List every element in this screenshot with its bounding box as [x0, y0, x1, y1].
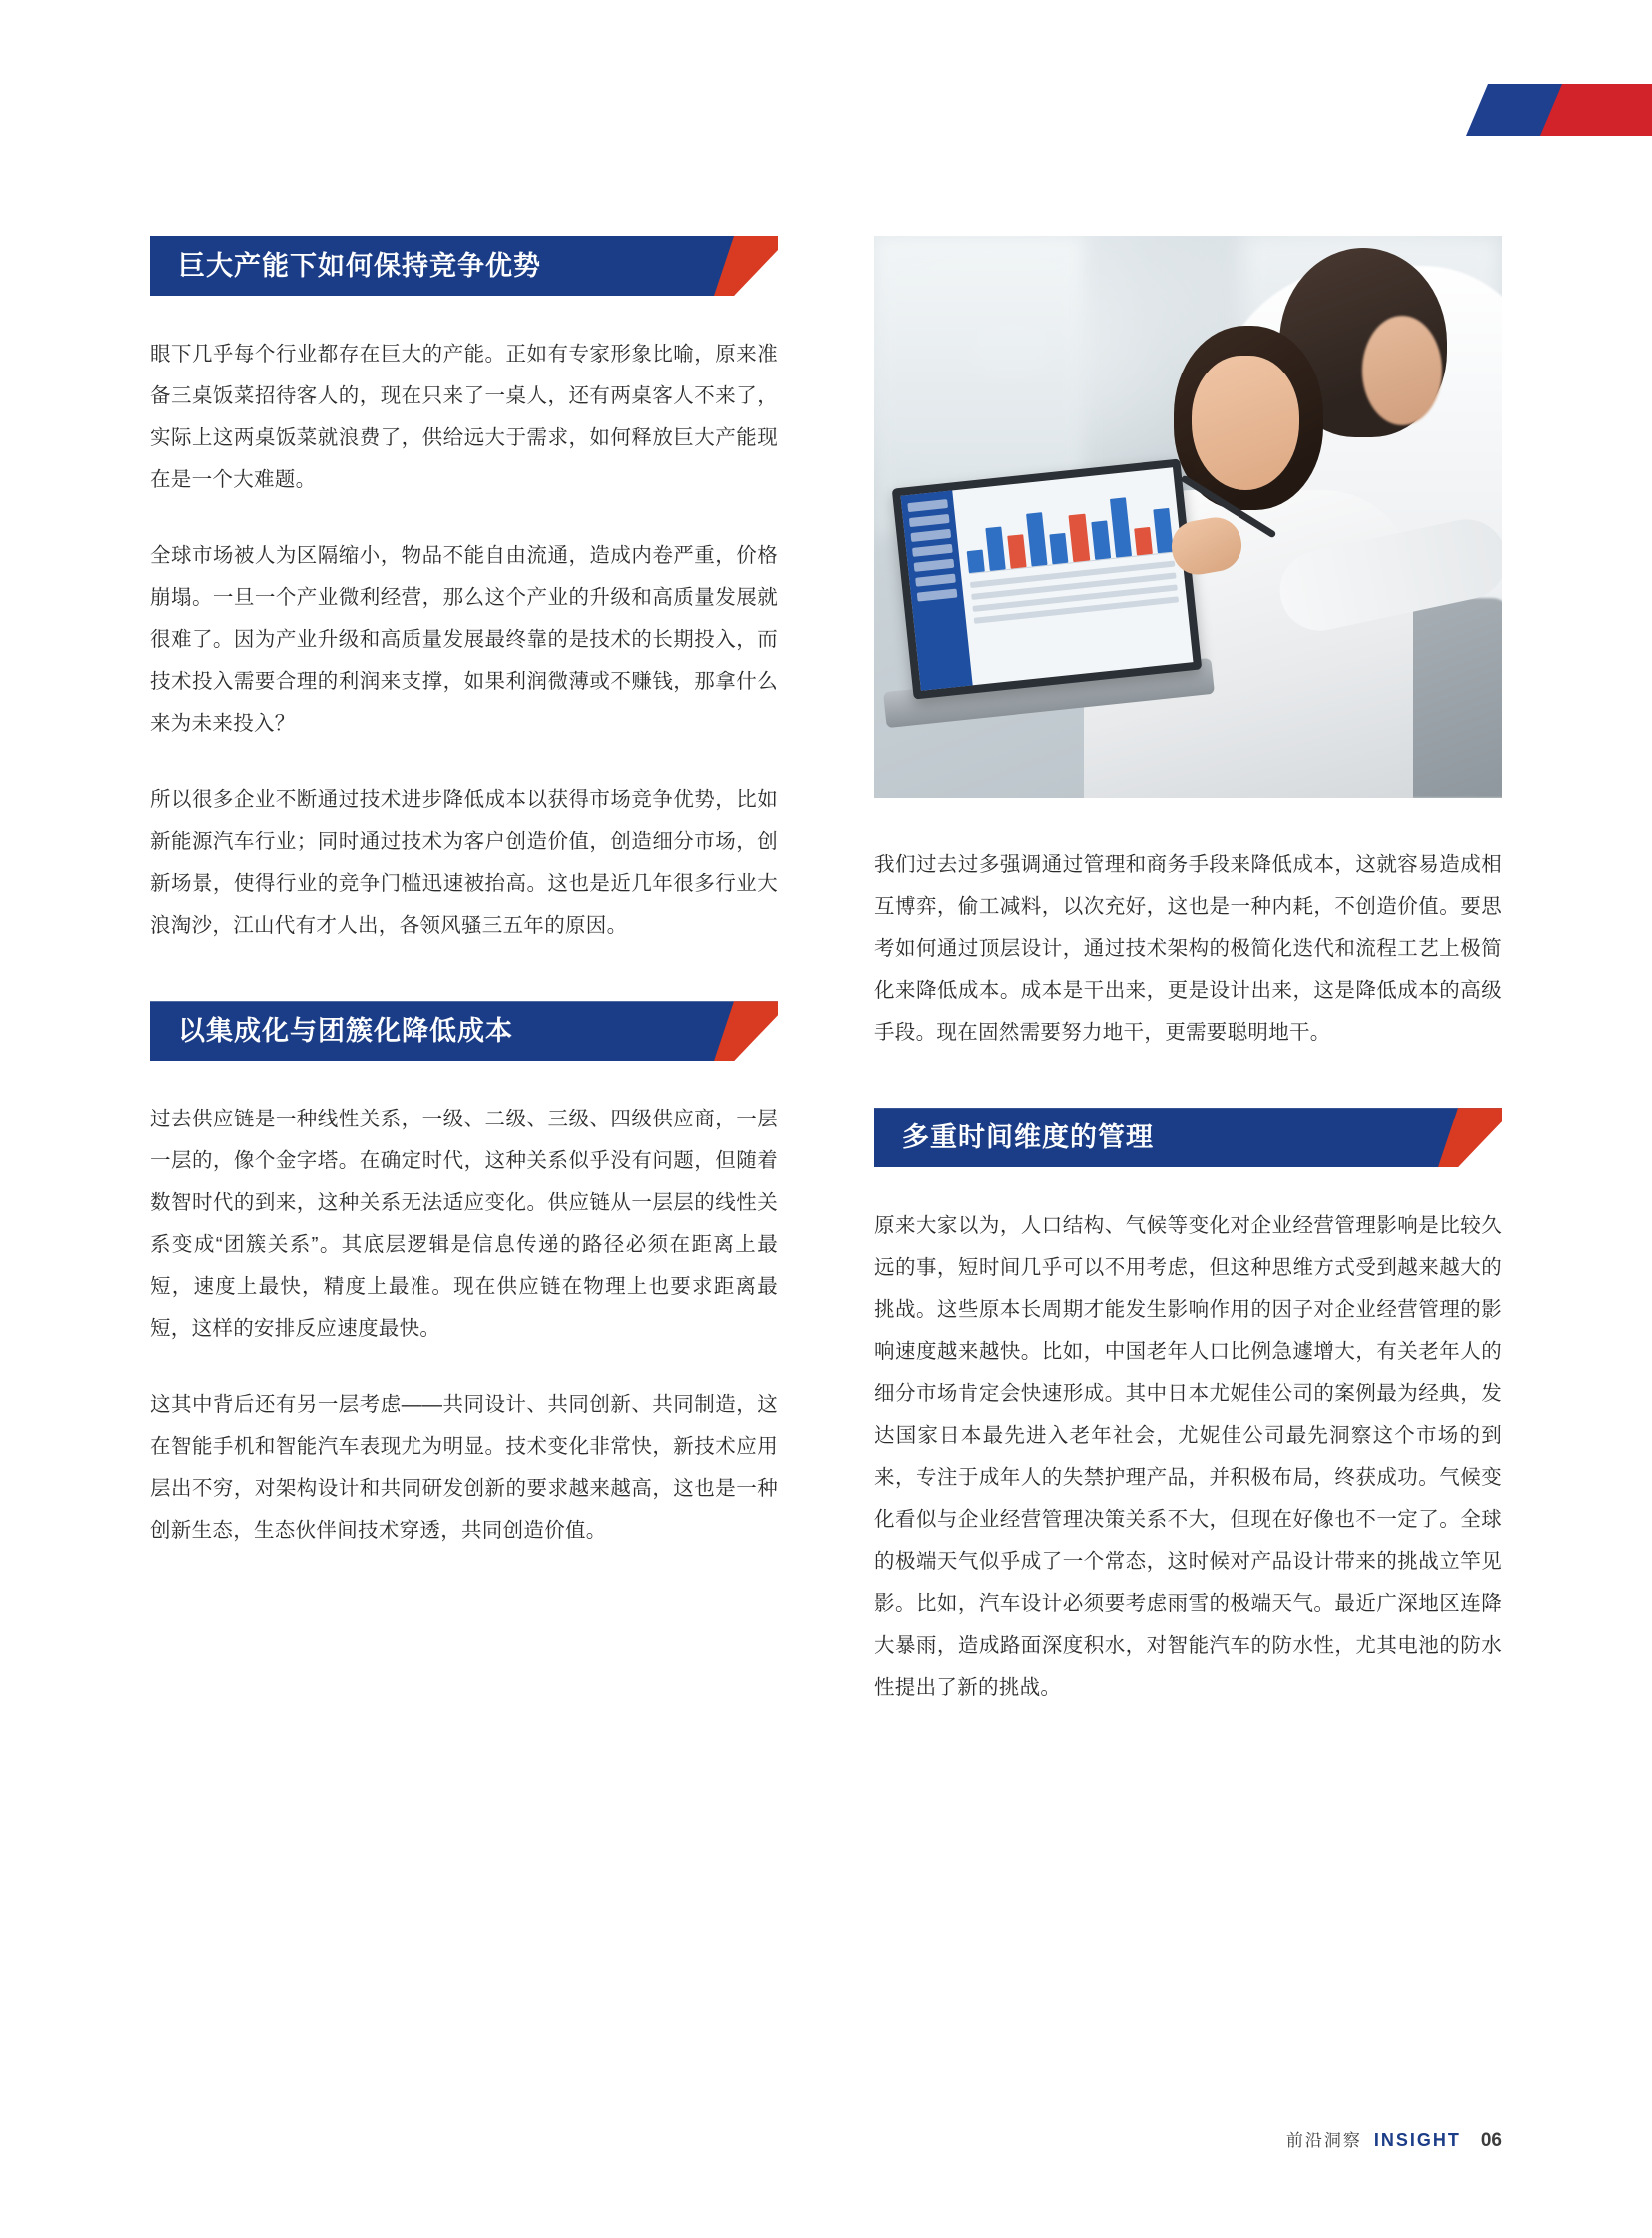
paragraph: 所以很多企业不断通过技术进步降低成本以获得市场竞争优势，比如新能源汽车行业；同时通过技术为客户创造价值，创造细分市场，创新场景，使得行业的竞争门槛迅速被抬高。这也是近几年很多行业大浪淘沙，江山代有才人出，各领风骚三五年的原因。 — [150, 788, 778, 938]
photo-laptop-bar-chart — [961, 478, 1174, 574]
section-time-dimension-management — [874, 1108, 1502, 1709]
heading-text: 多重时间维度的管理 — [902, 1122, 1154, 1153]
photo-laptop-ui — [901, 467, 1194, 691]
page-footer — [1286, 2126, 1502, 2152]
photo-laptop-content — [952, 467, 1193, 685]
photo-laptop-screen — [892, 458, 1203, 699]
section-heading-1 — [150, 236, 778, 296]
paragraph: 全球市场被人为区隔缩小，物品不能自由流通，造成内卷严重，价格崩塌。一旦一个产业微利经营，那么这个产业的升级和高质量发展就很难了。因为产业升级和高质量发展最终靠的是技术的长期投入，而技术投入需要合理的利润来支撑，如果利润微薄或不赚钱，那拿什么来为未来投入？ — [150, 544, 778, 736]
paragraph: 眼下几乎每个行业都存在巨大的产能。正如有专家形象比喻，原来准备三桌饭菜招待客人的，现在只来了一桌人，还有两桌客人不来了，实际上这两桌饭菜就浪费了，供给远大于需求，如何释放巨大产能现在是一个大难题。 — [150, 343, 778, 492]
left-column — [150, 236, 778, 1552]
footer-page-number: 06 — [1480, 2130, 1502, 2151]
section-heading-3 — [874, 1108, 1502, 1167]
paragraph: 我们过去过多强调通过管理和商务手段来降低成本，这就容易造成相互博弈，偷工减料，以次充好，这也是一种内耗，不创造价值。要思考如何通过顶层设计，通过技术架构的极简化迭代和流程工艺上极简化来降低成本。成本是干出来，更是设计出来，这是降低成本的高级手段。现在固然需要努力地干，更需要聪明地干。 — [874, 853, 1502, 1045]
business-meeting-photo — [874, 236, 1502, 798]
photo-person-right-face — [1362, 316, 1442, 425]
right-column — [874, 236, 1502, 1709]
paragraph: 过去供应链是一种线性关系，一级、二级、三级、四级供应商，一层一层的，像个金字塔。在确定时代，这种关系似乎没有问题，但随着数智时代的到来，这种关系无法适应变化。供应链从一层层的线性关系变成“团簇关系”。其底层逻辑是信息传递的路径必须在距离上最短，速度上最快，精度上最准。现在供应链在物理上也要求距离最短，这样的安排反应速度最快。 — [150, 1108, 778, 1341]
heading-text: 巨大产能下如何保持竞争优势 — [178, 251, 541, 281]
paragraph: 这其中背后还有另一层考虑——共同设计、共同创新、共同制造，这在智能手机和智能汽车表现尤为明显。技术变化非常快，新技术应用层出不穷，对架构设计和共同研发创新的要求越来越高，这也是一种创新生态，生态伙伴间技术穿透，共同创造价值。 — [150, 1393, 778, 1543]
paragraph: 原来大家以为，人口结构、气候等变化对企业经营管理影响是比较久远的事，短时间几乎可以不用考虑，但这种思维方式受到越来越大的挑战。这些原本长周期才能发生影响作用的因子对企业经营管理的影响速度越来越快。比如，中国老年人口比例急遽增大，有关老年人的细分市场肯定会快速形成。其中日本尤妮佳公司的案例最为经典，发达国家日本最先进入老年社会，尤妮佳公司最先洞察这个市场的到来，专注于成年人的失禁护理产品，并积极布局，终获成功。气候变化看似与企业经营管理决策关系不大，但现在好像也不一定了。全球的极端天气似乎成了一个常态，这时候对产品设计带来的挑战立竿见影。比如，汽车设计必须要考虑雨雪的极端天气。最近广深地区连降大暴雨，造成路面深度积水，对智能汽车的防水性，尤其电池的防水性提出了新的挑战。 — [874, 1214, 1502, 1700]
corner-blue-check-icon — [1466, 84, 1562, 136]
section-heading-2 — [150, 1001, 778, 1061]
heading-text: 以集成化与团簇化降低成本 — [178, 1016, 513, 1047]
section-cost-reduction — [150, 1001, 778, 1552]
section-competitive-advantage — [150, 236, 778, 947]
brand-corner-mark — [1472, 84, 1652, 136]
footer-section-en: INSIGHT — [1373, 2130, 1461, 2150]
photo-person-left-face — [1192, 356, 1299, 490]
footer-section-cn: 前沿洞察 — [1285, 2131, 1362, 2150]
